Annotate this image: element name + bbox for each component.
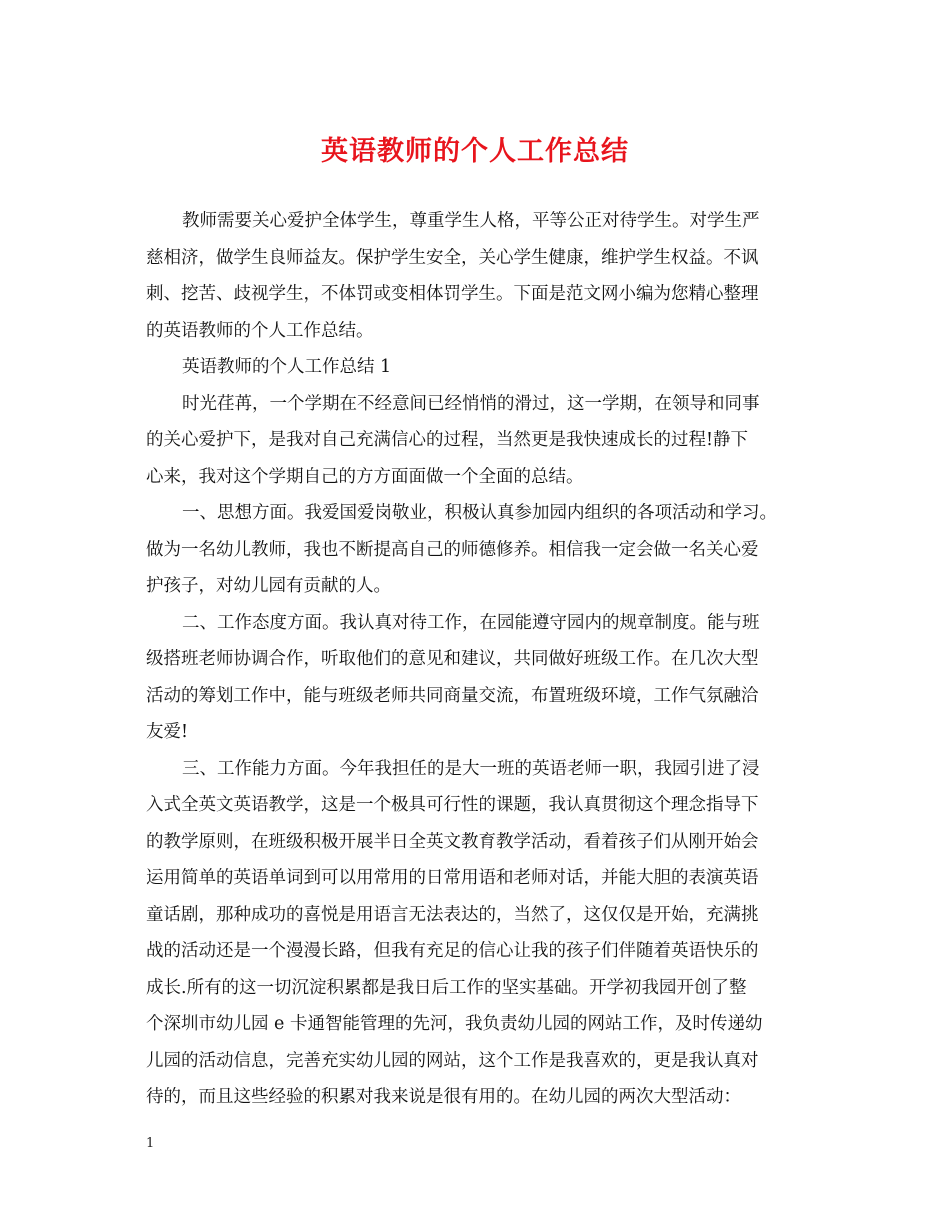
text-line: 儿园的活动信息，完善充实幼儿园的网站，这个工作是我喜欢的，更是我认真对 xyxy=(146,1050,759,1071)
text-line: 的教学原则，在班级积极开展半日全英文教育教学活动，看着孩子们从刚开始会 xyxy=(146,831,759,852)
text-line: 的关心爱护下，是我对自己充满信心的过程，当然更是我快速成长的过程!静下 xyxy=(146,430,749,450)
text-line: 战的活动还是一个漫漫长路，但我有充足的信心让我的孩子们伴随着英语快乐的 xyxy=(146,941,759,961)
text-line: 友爱! xyxy=(146,722,189,742)
page-number: 1 xyxy=(146,1136,155,1151)
document-body xyxy=(146,203,810,1116)
text-line: 心来，我对这个学期自己的方方面面做一个全面的总结。 xyxy=(146,466,584,487)
text-line: 待的，而且这些经验的积累对我来说是很有用的。在幼儿园的两次大型活动： xyxy=(146,1087,741,1107)
text-line: 英语教师的个人工作总结 1 xyxy=(182,357,392,377)
text-line: 一、思想方面。我爱国爱岗敬业，积极认真参加园内组织的各项活动和学习。 xyxy=(182,503,777,523)
text-line: 刺、挖苦、歧视学生，不体罚或变相体罚学生。下面是范文网小编为您精心整理 xyxy=(146,284,759,304)
text-line: 个深圳市幼儿园 e 卡通智能管理的先河，我负责幼儿园的网站工作，及时传递幼 xyxy=(146,1014,763,1034)
text-line: 级搭班老师协调合作，听取他们的意见和建议，共同做好班级工作。在几次大型 xyxy=(146,649,759,669)
text-line: 成长.所有的这一切沉淀积累都是我日后工作的坚实基础。开学初我园开创了整 xyxy=(146,977,747,998)
text-line: 护孩子，对幼儿园有贡献的人。 xyxy=(146,576,391,596)
text-line: 运用简单的英语单词到可以用常用的日常用语和老师对话，并能大胆的表演英语 xyxy=(146,868,759,888)
text-line: 的英语教师的个人工作总结。 xyxy=(146,320,374,341)
text-line: 二、工作态度方面。我认真对待工作，在园能遵守园内的规章制度。能与班 xyxy=(182,612,760,633)
text-line: 入式全英文英语教学，这是一个极具可行性的课题，我认真贯彻这个理念指导下 xyxy=(146,795,759,815)
text-line: 慈相济，做学生良师益友。保护学生安全，关心学生健康，维护学生权益。不讽 xyxy=(146,247,759,268)
text-line: 时光荏苒，一个学期在不经意间已经悄悄的滑过，这一学期，在领导和同事 xyxy=(182,393,760,414)
text-line: 活动的筹划工作中，能与班级老师共同商量交流，布置班级环境，工作气氛融洽 xyxy=(146,685,759,706)
document-title: 英语教师的个人工作总结 xyxy=(321,136,629,167)
text-line: 童话剧，那种成功的喜悦是用语言无法表达的，当然了，这仅仅是开始，充满挑 xyxy=(146,904,759,925)
text-line: 教师需要关心爱护全体学生，尊重学生人格，平等公正对待学生。对学生严 xyxy=(182,211,760,231)
text-line: 三、工作能力方面。今年我担任的是大一班的英语老师一职，我园引进了浸 xyxy=(182,758,760,779)
text-line: 做为一名幼儿教师，我也不断提高自己的师德修养。相信我一定会做一名关心爱 xyxy=(146,539,759,560)
